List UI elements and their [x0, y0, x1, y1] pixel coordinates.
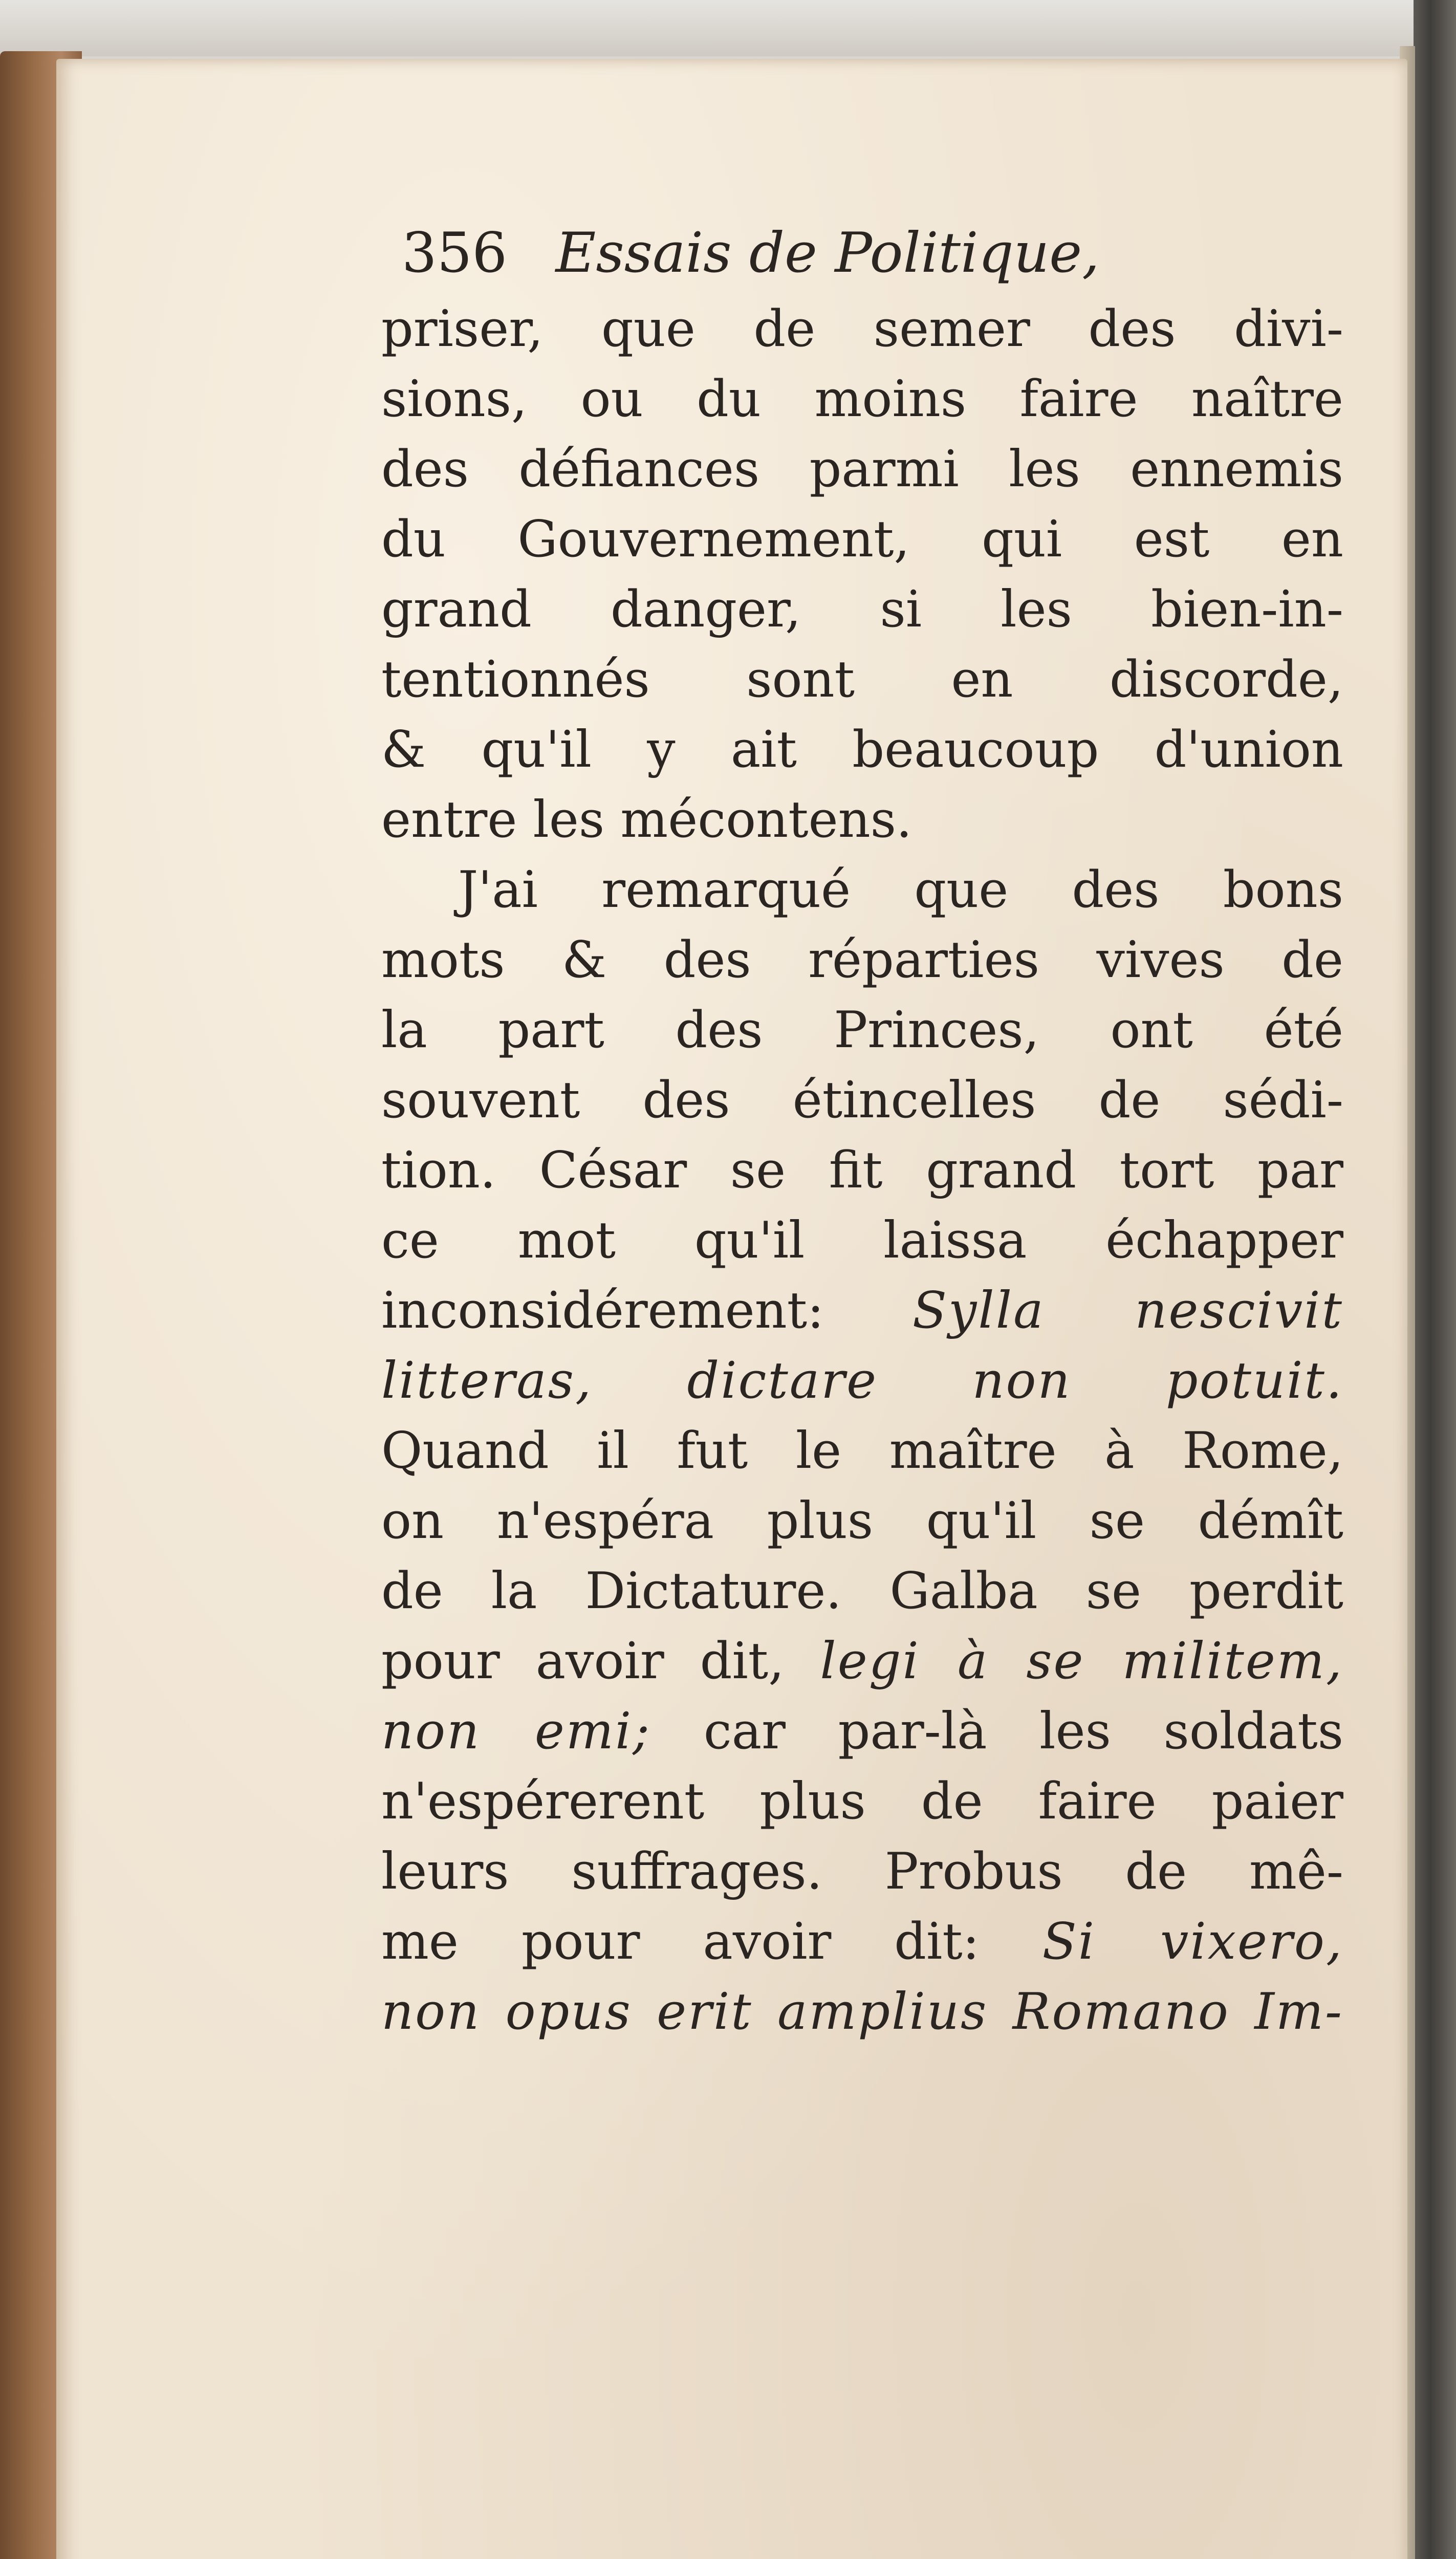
italic-latin-text: Sylla nescivit [912, 1282, 1343, 1340]
line-text: inconsidérement: [381, 1282, 912, 1340]
line-text: tion. César se fit grand tort par [381, 1141, 1343, 1200]
text-line [381, 1837, 1343, 1907]
line-text: grand danger, si les bien-in- [381, 580, 1343, 639]
text-line [381, 1907, 1343, 1977]
italic-latin-text: litteras, dictare non potuit. [381, 1352, 1343, 1410]
line-text: priser, que de semer des divi- [381, 300, 1343, 358]
page-header [402, 212, 1343, 294]
text-line [381, 1627, 1343, 1697]
line-text: tentionnés sont en discorde, [381, 650, 1343, 709]
text-line [381, 575, 1343, 645]
line-text: leurs suffrages. Probus de mê- [381, 1842, 1343, 1901]
text-line [381, 1556, 1343, 1627]
text-line [381, 1486, 1343, 1556]
text-line [381, 855, 1343, 925]
running-title: Essais de Politique, [555, 221, 1100, 285]
line-text: sions, ou du moins faire naître [381, 370, 1343, 428]
text-line [381, 1767, 1343, 1837]
text-line [381, 1346, 1343, 1416]
line-text: & qu'il y ait beaucoup d'union [381, 721, 1343, 779]
line-text: car par-là les soldats [651, 1702, 1343, 1761]
text-line [381, 925, 1343, 995]
line-text: de la Dictature. Galba se perdit [381, 1562, 1343, 1620]
text-line [381, 1206, 1343, 1276]
text-line [381, 785, 1343, 855]
line-text: du Gouvernement, qui est en [381, 510, 1343, 569]
italic-latin-text: Si vixero, [1042, 1913, 1343, 1971]
scan-background-top [0, 0, 1456, 56]
text-line [381, 645, 1343, 715]
line-text: J'ai remarqué que des bons [458, 861, 1343, 919]
line-text: mots & des réparties vives de [381, 931, 1343, 989]
line-text: souvent des étincelles de sédi- [381, 1071, 1343, 1130]
page-number: 356 [402, 221, 508, 285]
text-line [381, 995, 1343, 1066]
text-line [381, 294, 1343, 364]
text-line [381, 1977, 1343, 2047]
italic-latin-text: legi à se militem, [820, 1632, 1343, 1690]
text-line [381, 1276, 1343, 1346]
text-line [381, 505, 1343, 575]
text-line [381, 1416, 1343, 1486]
text-line [381, 1697, 1343, 1767]
line-text: n'espérerent plus de faire paier [381, 1772, 1343, 1831]
text-line [381, 1066, 1343, 1136]
text-line [381, 364, 1343, 435]
italic-latin-text: non emi; [381, 1702, 651, 1761]
text-line [381, 1136, 1343, 1206]
page-text [381, 212, 1343, 2047]
line-text: Quand il fut le maître à Rome, [381, 1422, 1343, 1480]
text-line [381, 435, 1343, 505]
body-text [381, 294, 1343, 2047]
line-text: on n'espéra plus qu'il se démît [381, 1492, 1343, 1550]
line-text: des défiances parmi les ennemis [381, 440, 1343, 498]
italic-latin-text: non opus erit amplius Romano Im- [381, 1983, 1343, 2041]
text-line [381, 715, 1343, 785]
line-text: entre les mécontens. [381, 791, 912, 849]
line-text: pour avoir dit, [381, 1632, 820, 1690]
line-text: ce mot qu'il laissa échapper [381, 1211, 1343, 1270]
book-right-edge [1414, 0, 1456, 2559]
line-text: me pour avoir dit: [381, 1913, 1042, 1971]
line-text: la part des Princes, ont été [381, 1001, 1343, 1059]
